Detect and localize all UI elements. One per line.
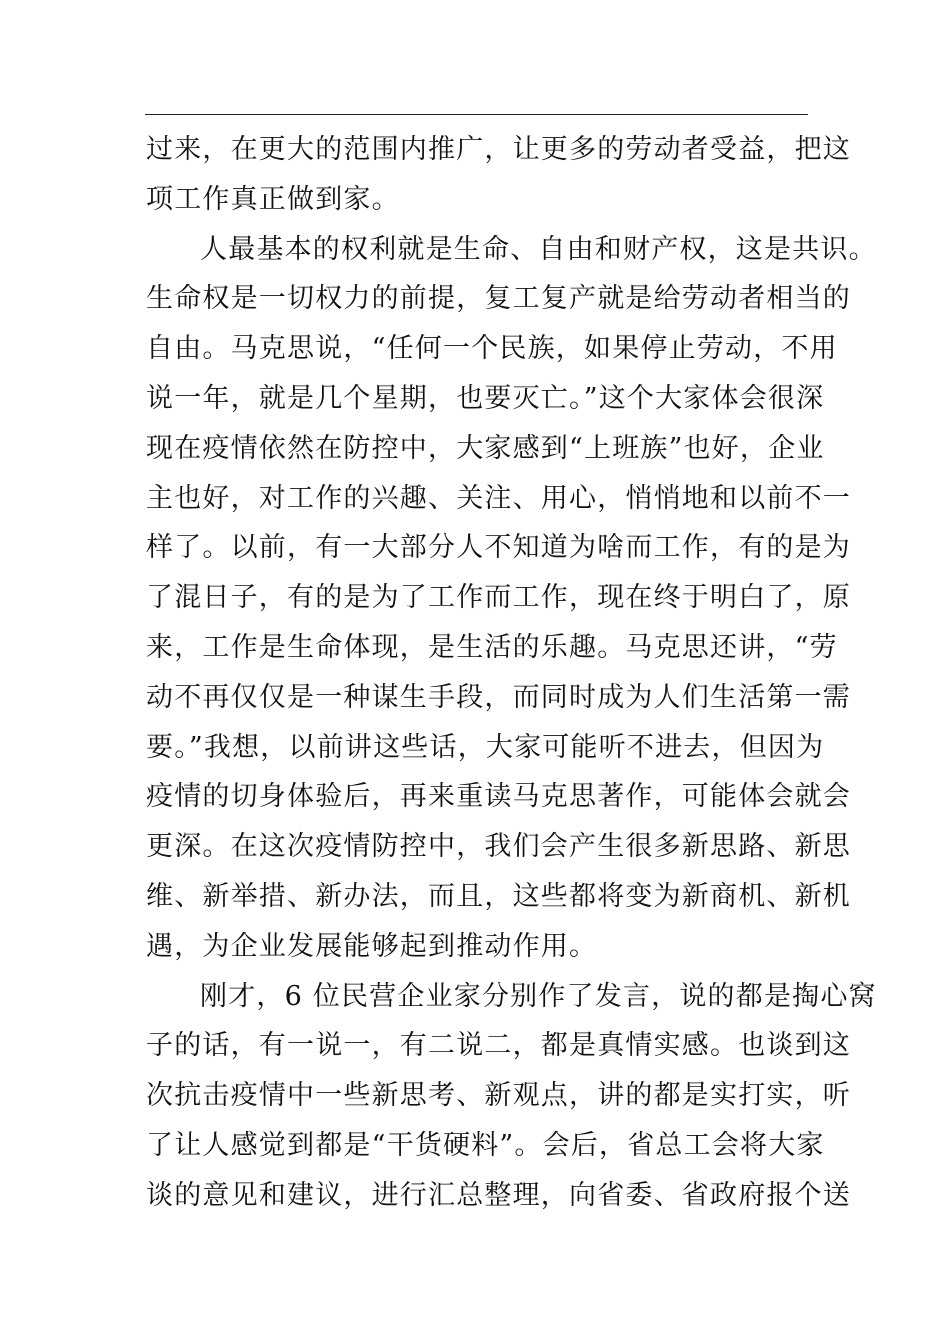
text-line: 过来，在更大的范围内推广，让更多的劳动者受益，把这 [146, 134, 851, 165]
text-line: 现在疫情依然在防控中，大家感到“上班族”也好，企业 [146, 432, 825, 464]
text-line: 谈的意见和建议，进行汇总整理，向省委、省政府报个送 [146, 1179, 851, 1211]
text-line: 自由。马克思说，“任何一个民族，如果停止劳动，不用 [146, 333, 838, 365]
text-line: 项工作真正做到家。 [146, 183, 400, 215]
text-line: 要。”我想，以前讲这些话，大家可能听不进去，但因为 [146, 731, 825, 763]
text-line: 子的话，有一说一，有二说二，都是真情实感。也谈到这 [146, 1030, 851, 1062]
text-line: 了让人感觉到都是“干货硬料”。会后，省总工会将大家 [146, 1129, 825, 1161]
paragraph-start-line: 刚才，6 位民营企业家分别作了发言，说的都是掏心窝 [200, 980, 877, 1012]
text-line: 更深。在这次疫情防控中，我们会产生很多新思路、新思 [146, 831, 851, 863]
text-line: 样了。以前，有一大部分人不知道为啥而工作，有的是为 [146, 532, 851, 564]
text-line: 生命权是一切权力的前提，复工复产就是给劳动者相当的 [146, 283, 851, 315]
text-line: 疫情的切身体验后，再来重读马克思著作，可能体会就会 [146, 781, 851, 813]
text-line: 动不再仅仅是一种谋生手段，而同时成为人们生活第一需 [146, 681, 851, 713]
text-line: 主也好，对工作的兴趣、关注、用心，悄悄地和以前不一 [146, 482, 851, 514]
text-line: 来，工作是生命体现，是生活的乐趣。马克思还讲，“劳 [146, 631, 838, 663]
header-rule [145, 114, 808, 115]
text-line: 维、新举措、新办法，而且，这些都将变为新商机、新机 [146, 880, 851, 912]
paragraph-start-line: 人最基本的权利就是生命、自由和财产权，这是共识。 [200, 233, 877, 265]
text-line: 次抗击疫情中一些新思考、新观点，讲的都是实打实，听 [146, 1080, 851, 1112]
text-line: 说一年，就是几个星期，也要灭亡。”这个大家体会很深 [146, 382, 825, 414]
text-line: 遇，为企业发展能够起到推动作用。 [146, 930, 598, 962]
body-text [146, 125, 877, 1221]
text-line: 了混日子，有的是为了工作而工作，现在终于明白了，原 [146, 582, 851, 614]
